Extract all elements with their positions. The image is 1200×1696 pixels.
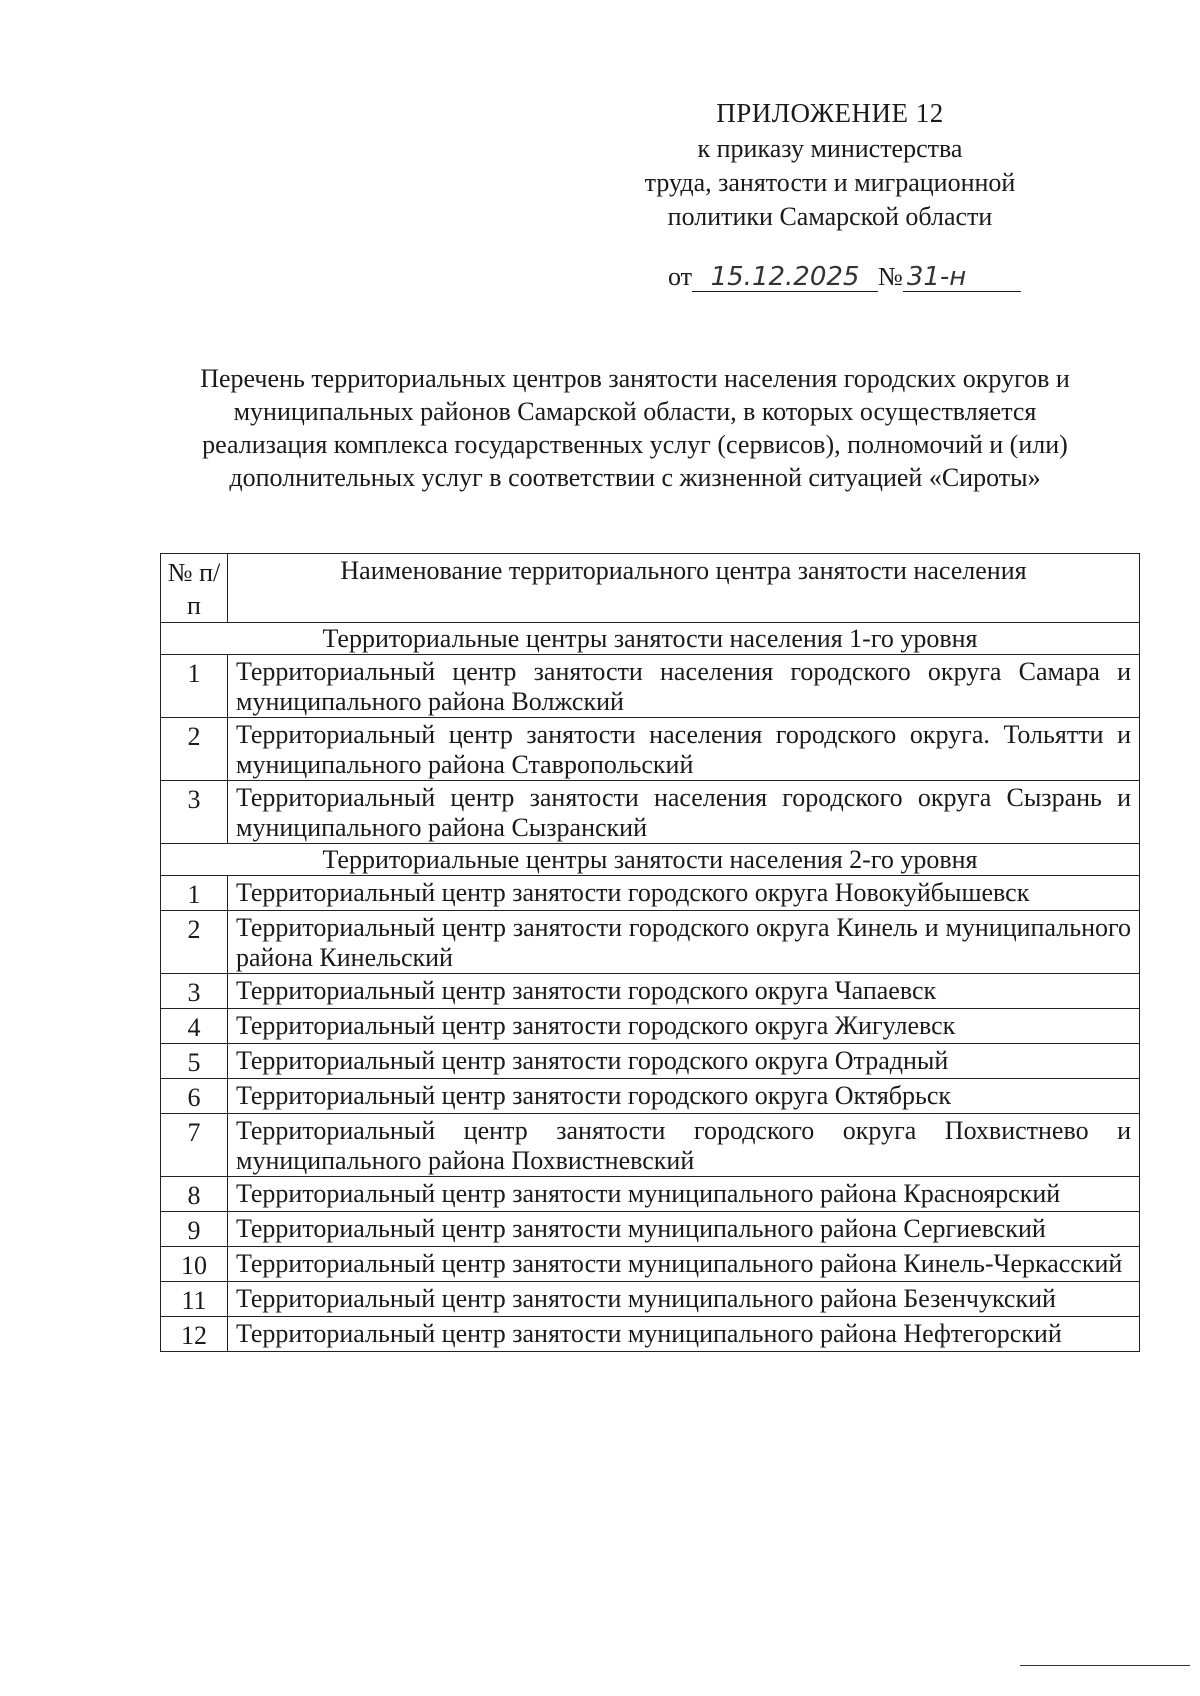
table-row (161, 911, 1140, 974)
table-row (161, 1247, 1140, 1282)
row-number: 2 (161, 911, 228, 974)
row-center-name: Территориальный центр занятости населения городского округа. Тольятти и муниципального района Ставропольский (228, 718, 1140, 781)
row-center-name: Территориальный центр занятости городского округа Новокуйбышевск (228, 876, 1140, 911)
order-prefix: от (668, 262, 693, 291)
row-number: 1 (161, 876, 228, 911)
row-number: 1 (161, 655, 228, 718)
table-header-row (161, 554, 1140, 623)
row-center-name: Территориальный центр занятости муниципального района Сергиевский (228, 1212, 1140, 1247)
row-center-name: Территориальный центр занятости городского округа Отрадный (228, 1044, 1140, 1079)
order-reference (668, 260, 1068, 294)
row-number: 3 (161, 974, 228, 1009)
row-number: 3 (161, 781, 228, 844)
table-body (161, 623, 1140, 1352)
table-row (161, 1282, 1140, 1317)
row-number: 4 (161, 1009, 228, 1044)
order-number: 31-н (903, 263, 1021, 292)
row-center-name: Территориальный центр занятости муниципального района Нефтегорский (228, 1317, 1140, 1352)
table-row (161, 1317, 1140, 1352)
centers-table (160, 553, 1140, 1352)
row-center-name: Территориальный центр занятости городского округа Жигулевск (228, 1009, 1140, 1044)
header-num: № п/п (161, 554, 228, 623)
row-number: 7 (161, 1114, 228, 1177)
row-center-name: Территориальный центр занятости муниципального района Безенчукский (228, 1282, 1140, 1317)
section-title: Территориальные центры занятости населения 1-го уровня (161, 623, 1140, 655)
table-row (161, 655, 1140, 718)
section-row (161, 844, 1140, 876)
row-number: 9 (161, 1212, 228, 1247)
table-row (161, 1044, 1140, 1079)
row-center-name: Территориальный центр занятости населения городского округа Самара и муниципального района Волжский (228, 655, 1140, 718)
order-number-label: № (878, 262, 903, 291)
row-center-name: Территориальный центр занятости муниципального района Красноярский (228, 1177, 1140, 1212)
row-center-name: Территориальный центр занятости городского округа Кинель и муниципального района Кинельский (228, 911, 1140, 974)
row-number: 12 (161, 1317, 228, 1352)
row-center-name: Территориальный центр занятости городского округа Чапаевск (228, 974, 1140, 1009)
table-row (161, 876, 1140, 911)
centers-table-container (160, 553, 1140, 1352)
document-title: Перечень территориальных центров занятости населения городских округов и муниципальных районов Самарской области, в которых осуществляется реализация комплекса государственных услуг (сервисов), полномочий и (или) дополнительных услуг в соответствии с жизненной ситуацией «Сироты» (200, 364, 1070, 492)
table-row (161, 1212, 1140, 1247)
appendix-title: ПРИЛОЖЕНИЕ 12 (716, 98, 944, 128)
row-number: 2 (161, 718, 228, 781)
table-row (161, 718, 1140, 781)
row-center-name: Территориальный центр занятости городского округа Октябрьск (228, 1079, 1140, 1114)
appendix-line: труда, занятости и миграционной (644, 168, 1016, 197)
row-number: 6 (161, 1079, 228, 1114)
table-row (161, 1177, 1140, 1212)
section-row (161, 623, 1140, 655)
row-center-name: Территориальный центр занятости городского округа Похвистнево и муниципального района Похвистневский (228, 1114, 1140, 1177)
page-footer-line (1020, 1665, 1190, 1666)
row-number: 5 (161, 1044, 228, 1079)
table-row (161, 1079, 1140, 1114)
row-center-name: Территориальный центр занятости населения городского округа Сызрань и муниципального района Сызранский (228, 781, 1140, 844)
appendix-line: к приказу министерства (697, 134, 963, 163)
table-row (161, 781, 1140, 844)
table-row (161, 974, 1140, 1009)
section-title: Территориальные центры занятости населения 2-го уровня (161, 844, 1140, 876)
row-number: 8 (161, 1177, 228, 1212)
appendix-line: политики Самарской области (667, 202, 993, 231)
row-number: 11 (161, 1282, 228, 1317)
table-row (161, 1114, 1140, 1177)
row-center-name: Территориальный центр занятости муниципального района Кинель-Черкасский (228, 1247, 1140, 1282)
table-row (161, 1009, 1140, 1044)
appendix-header (620, 96, 1040, 234)
row-number: 10 (161, 1247, 228, 1282)
header-name: Наименование территориального центра занятости населения (228, 554, 1140, 623)
order-date: 15.12.2025 (692, 263, 878, 292)
